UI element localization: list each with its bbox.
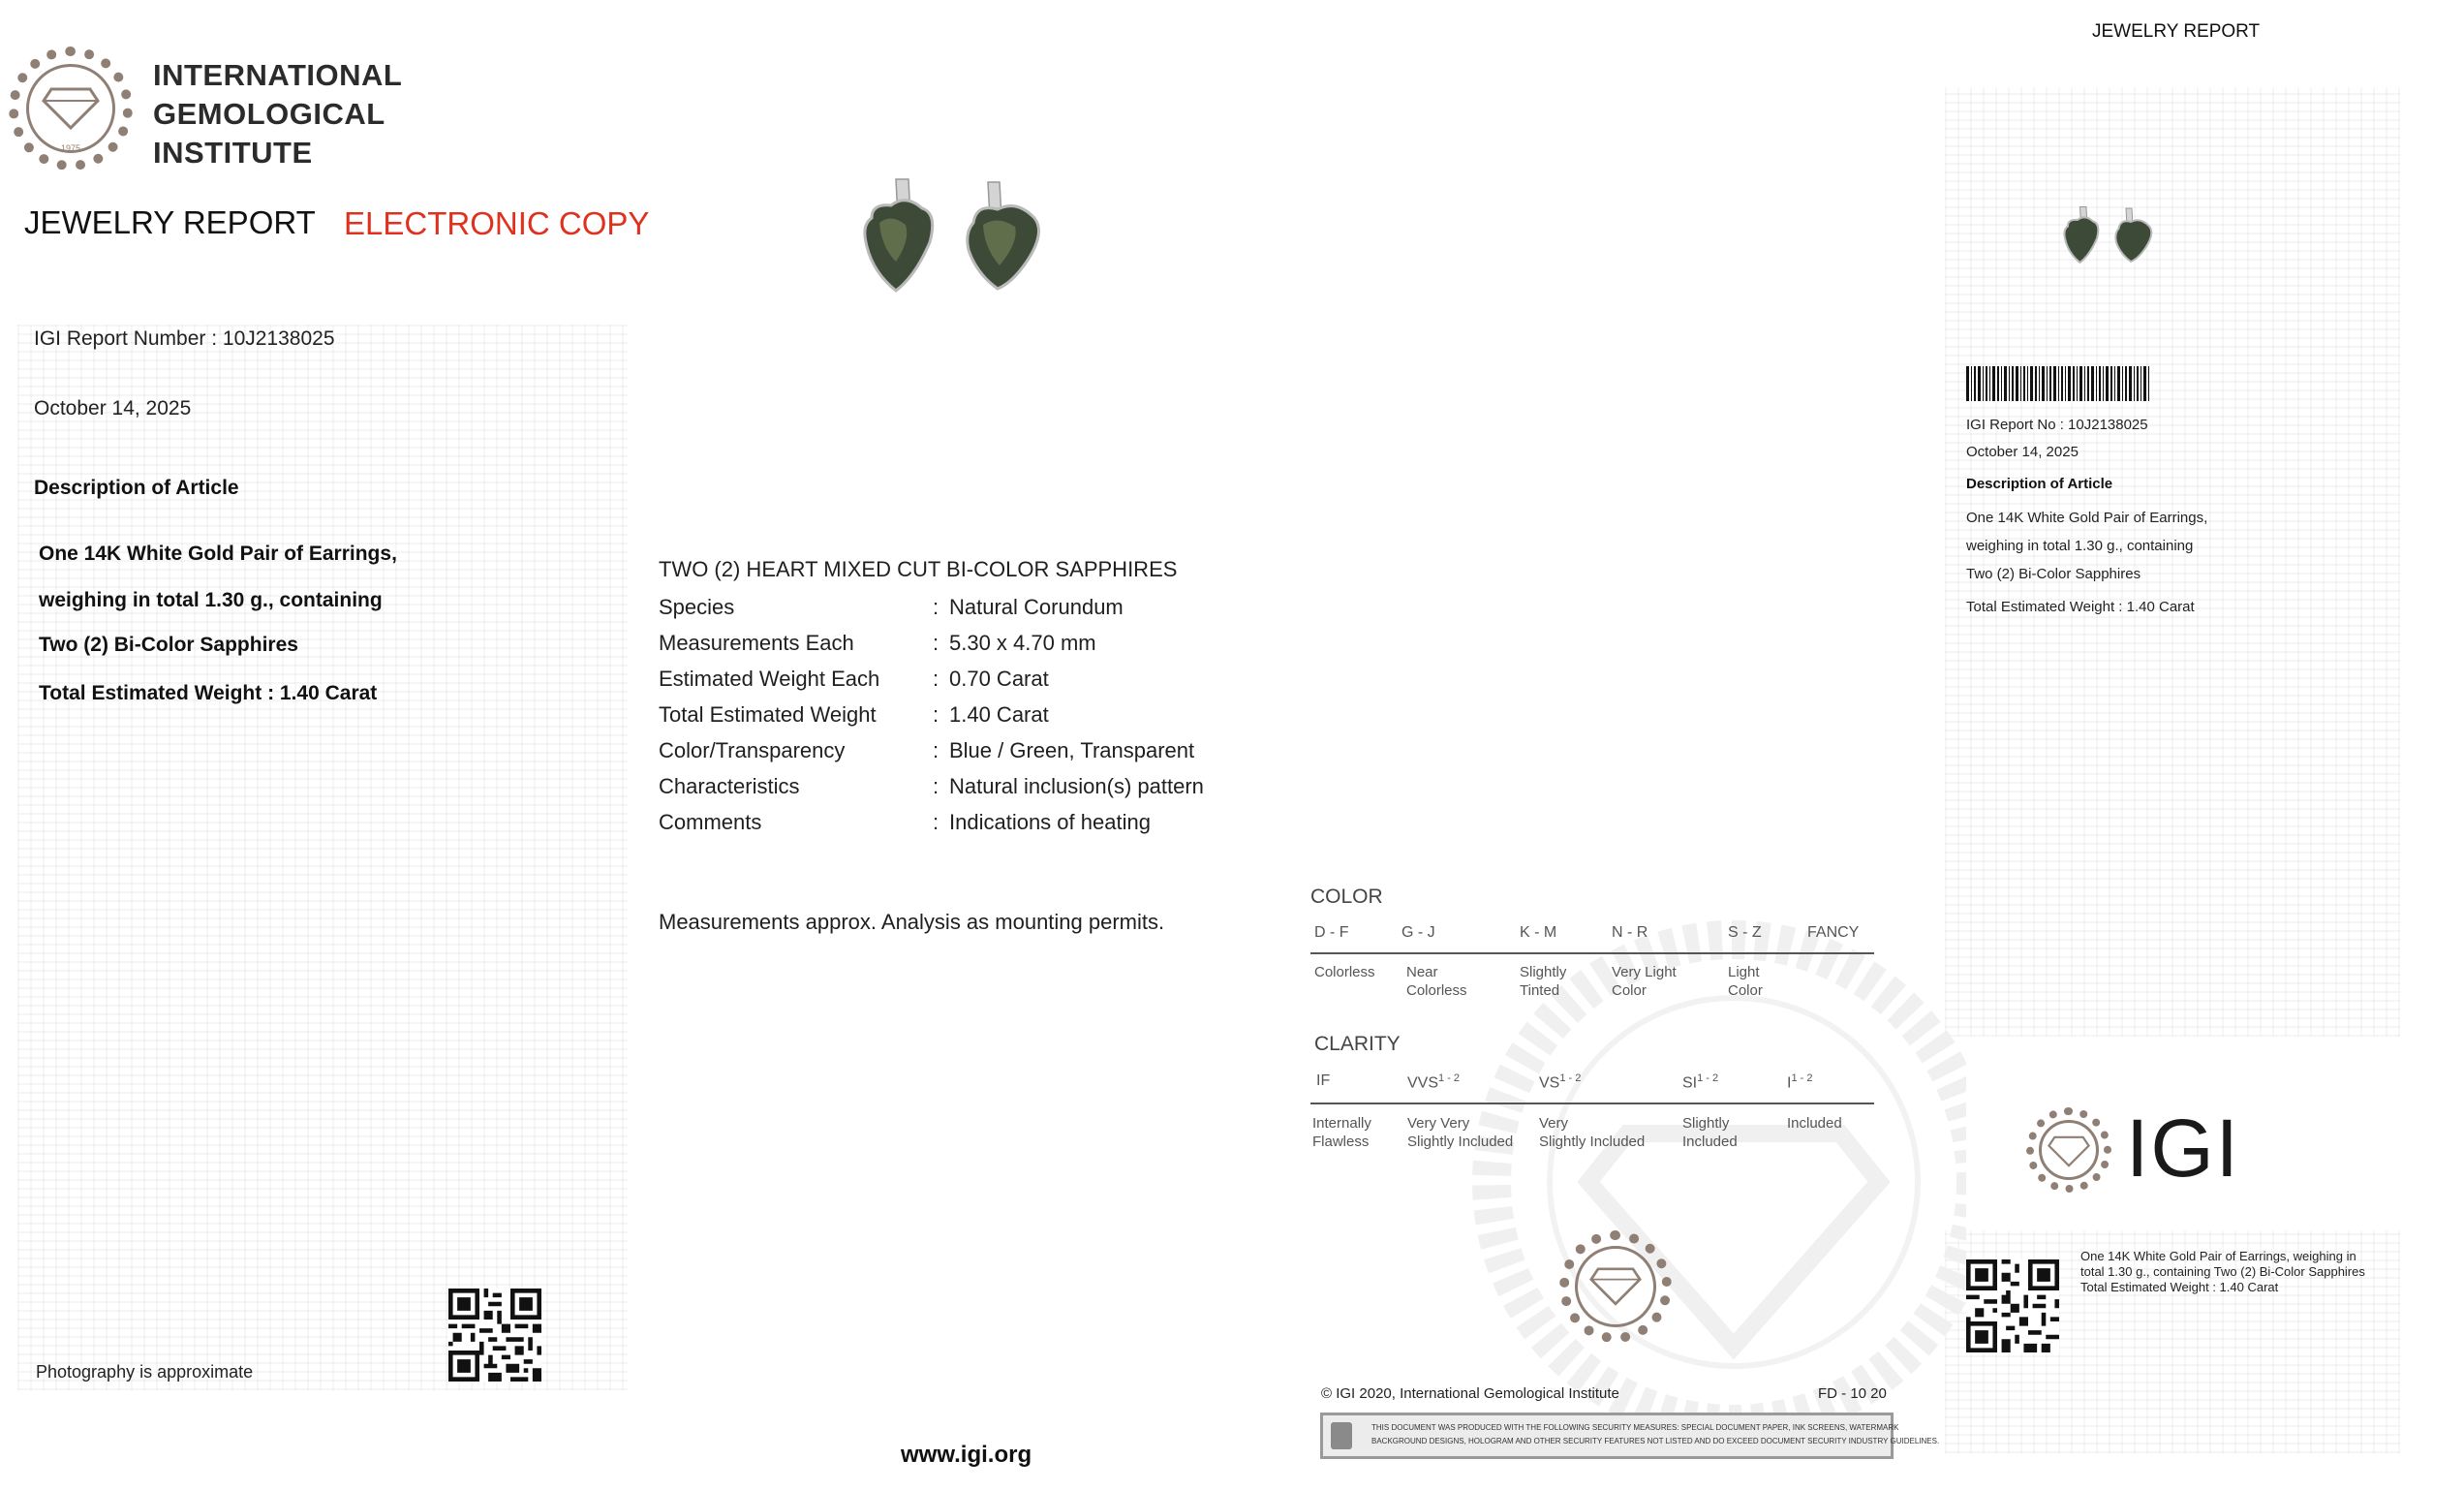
- stub-description-line-3: Two (2) Bi-Color Sapphires: [1966, 566, 2141, 582]
- color-grade: FANCY: [1807, 924, 1860, 941]
- clarity-desc: Very Very Slightly Included: [1407, 1115, 1514, 1150]
- color-grade: N - R: [1612, 924, 1648, 941]
- clarity-grade: IF: [1316, 1072, 1331, 1089]
- clarity-grade: VVS$^{1 - 2}$: [1407, 1072, 1461, 1092]
- detail-label: Color/Transparency: [659, 738, 846, 762]
- clarity-desc: Internally Flawless: [1312, 1115, 1371, 1150]
- color-desc: Colorless: [1314, 964, 1375, 980]
- color-grade: G - J: [1401, 924, 1435, 941]
- stub-description-line-1: One 14K White Gold Pair of Earrings,: [1966, 510, 2208, 526]
- electronic-copy-label: ELECTRONIC COPY: [344, 205, 650, 241]
- description-line-3: Two (2) Bi-Color Sapphires: [39, 634, 298, 656]
- detail-colon: :: [933, 667, 939, 691]
- stub-description-heading: Description of Article: [1966, 476, 2113, 492]
- detail-value: Blue / Green, Transparent: [949, 738, 1195, 762]
- org-name-line2: GEMOLOGICAL: [153, 97, 385, 131]
- detail-colon: :: [933, 810, 939, 834]
- diamond-icon: [42, 83, 100, 130]
- barcode: [1966, 366, 2152, 401]
- color-scale-title: COLOR: [1310, 885, 1383, 908]
- color-desc: Slightly Tinted: [1520, 964, 1567, 999]
- detail-value: Indications of heating: [949, 810, 1151, 834]
- diamond-icon: [1589, 1263, 1642, 1306]
- detail-value: Natural Corundum: [949, 595, 1124, 619]
- detail-colon: :: [933, 702, 939, 727]
- description-line-2: weighing in total 1.30 g., containing: [39, 589, 383, 611]
- stub-report-title: JEWELRY REPORT: [2092, 21, 2261, 42]
- report-number: IGI Report Number : 10J2138025: [34, 327, 335, 350]
- clarity-scale-line: [1310, 1103, 1874, 1104]
- stub-description-line-2: weighing in total 1.30 g., containing: [1966, 538, 2194, 554]
- measurement-note: Measurements approx. Analysis as mounting permits.: [659, 910, 1165, 934]
- color-desc: Very Light Color: [1612, 964, 1677, 999]
- clarity-grade: VS$^{1 - 2}$: [1539, 1072, 1582, 1092]
- seal-year: 1975: [60, 143, 81, 153]
- stub-date: October 14, 2025: [1966, 444, 2079, 460]
- clarity-desc: Included: [1787, 1115, 1842, 1132]
- stone-heading: TWO (2) HEART MIXED CUT BI-COLOR SAPPHIRES: [659, 557, 1178, 581]
- detail-colon: :: [933, 631, 939, 655]
- report-date: October 14, 2025: [34, 397, 192, 419]
- detail-label: Species: [659, 595, 735, 619]
- stub-watermark-panel: [1945, 87, 2400, 1037]
- detail-label: Estimated Weight Each: [659, 667, 880, 691]
- detail-colon: :: [933, 738, 939, 762]
- color-desc: Light Color: [1728, 964, 1763, 999]
- detail-value: Natural inclusion(s) pattern: [949, 774, 1204, 798]
- earrings-photo: [852, 165, 1065, 300]
- website-link[interactable]: www.igi.org: [901, 1442, 1032, 1468]
- clarity-scale-title: CLARITY: [1314, 1033, 1401, 1055]
- clarity-grade: SI$^{1 - 2}$: [1682, 1072, 1719, 1092]
- stub-qr-caption: One 14K White Gold Pair of Earrings, weighing in total 1.30 g., containing Two (2) Bi-Color Sapphires Total Estimated Weight : 1.40 Carat: [2080, 1249, 2365, 1294]
- color-grade: K - M: [1520, 924, 1557, 941]
- report-title: JEWELRY REPORT: [24, 204, 316, 240]
- description-line-4: Total Estimated Weight : 1.40 Carat: [39, 682, 378, 704]
- detail-colon: :: [933, 595, 939, 619]
- detail-label: Comments: [659, 810, 762, 834]
- detail-colon: :: [933, 774, 939, 798]
- org-name-line1: INTERNATIONAL: [153, 58, 403, 92]
- copyright: © IGI 2020, International Gemological Institute: [1321, 1385, 1619, 1402]
- color-scale-line: [1310, 952, 1874, 954]
- clarity-desc: Very Slightly Included: [1539, 1115, 1646, 1150]
- color-grade: D - F: [1314, 924, 1349, 941]
- description-heading: Description of Article: [34, 477, 239, 499]
- stub-total-weight: Total Estimated Weight : 1.40 Carat: [1966, 599, 2195, 615]
- form-code: FD - 10 20: [1818, 1385, 1887, 1402]
- description-line-1: One 14K White Gold Pair of Earrings,: [39, 543, 397, 565]
- stub-igi-wordmark: IGI: [2126, 1103, 2241, 1194]
- clarity-desc: Slightly Included: [1682, 1115, 1738, 1150]
- stub-igi-seal: [2026, 1107, 2111, 1193]
- lock-icon: [1331, 1422, 1352, 1449]
- photography-note: Photography is approximate: [36, 1362, 254, 1382]
- detail-label: Measurements Each: [659, 631, 854, 655]
- igi-seal-logo: [9, 47, 133, 171]
- security-strip: [1320, 1413, 1940, 1459]
- security-text-line2: BACKGROUND DESIGNS, HOLOGRAM AND OTHER SECURITY FEATURES NOT LISTED AND DO EXCEED DOCUMENT SECURITY INDUSTRY GUIDELINES.: [1371, 1437, 1940, 1445]
- detail-label: Total Estimated Weight: [659, 702, 877, 727]
- detail-value: 1.40 Carat: [949, 702, 1049, 727]
- detail-value: 5.30 x 4.70 mm: [949, 631, 1096, 655]
- stub-qr-code[interactable]: [1966, 1259, 2059, 1352]
- detail-label: Characteristics: [659, 774, 800, 798]
- org-name-line3: INSTITUTE: [153, 136, 313, 170]
- stub-report-number: IGI Report No : 10J2138025: [1966, 417, 2148, 433]
- security-text-line1: THIS DOCUMENT WAS PRODUCED WITH THE FOLLOWING SECURITY MEASURES: SPECIAL DOCUMENT PAPER, INK SCREENS, WATERMARK: [1371, 1423, 1899, 1432]
- diamond-icon: [2048, 1133, 2090, 1167]
- color-grade: S - Z: [1728, 924, 1762, 941]
- detail-value: 0.70 Carat: [949, 667, 1049, 691]
- color-desc: Near Colorless: [1406, 964, 1467, 999]
- igi-seal-stamp: [1559, 1230, 1672, 1343]
- earrings-thumbnail: [2058, 199, 2165, 268]
- clarity-grade: $I^{1 - 2}$: [1787, 1072, 1813, 1092]
- qr-code[interactable]: [448, 1289, 541, 1382]
